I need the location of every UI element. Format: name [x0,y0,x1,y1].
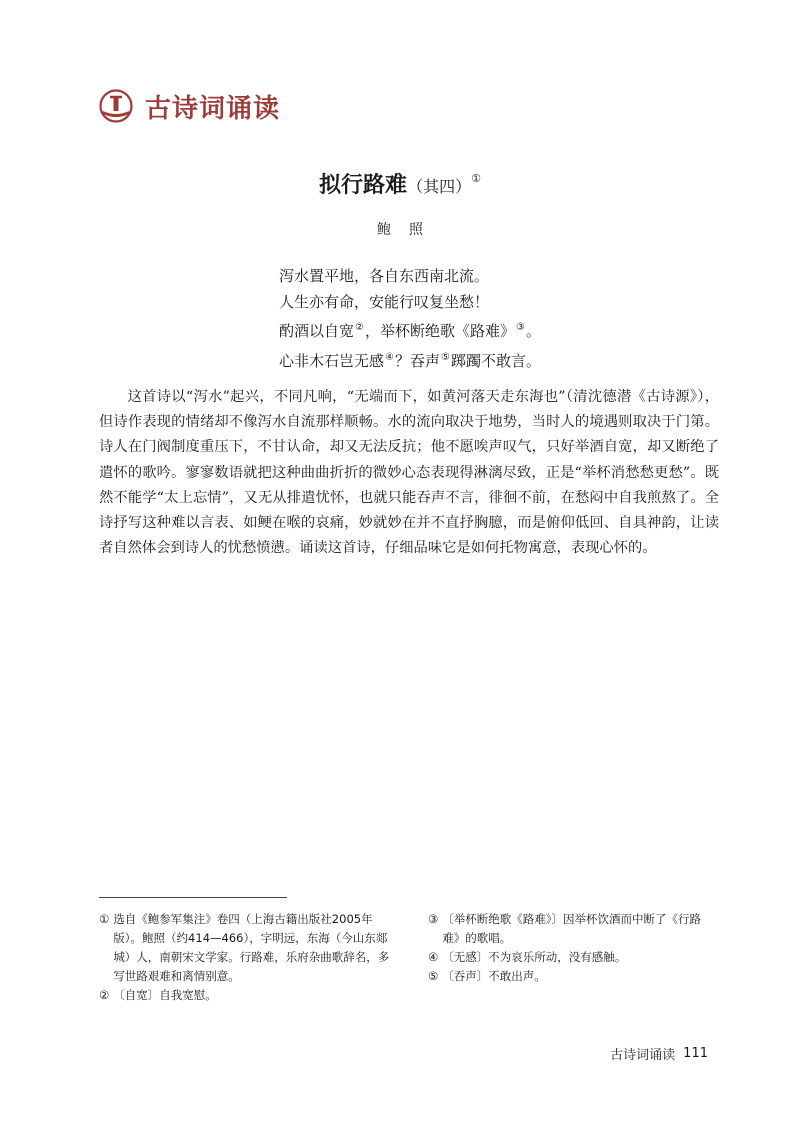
poem-line-3 [279,315,541,345]
poem-line-text: 。 [525,322,541,340]
poem-line-text: 心非木石岂无感 [279,351,385,370]
poem-subtitle: （其四） [407,177,472,196]
poem-title-text: 拟行路难 [319,173,408,198]
footnote-text: 选自《鲍参军集注》卷四（上海古籍出版社2005年版）。鲍照（约414—466），字明远，东海（今山东郯城）人，南朝宋文学家。行路难，乐府杂曲歌辞名，多写世路艰难和离情别意。 [113,912,390,983]
poem-line-1 [279,264,541,290]
footnote-text: 〔吞声〕不敢出声。 [442,969,546,983]
footnote-divider [99,897,287,898]
footnote-item [428,910,718,948]
poem-line-text: ，举杯断绝歌《路难》 [364,322,515,340]
footnote-ref-1[interactable]: ① [471,172,481,185]
footnote-ref-4[interactable]: ④ [385,351,394,363]
footnote-item [99,986,399,1005]
poem-line-text: 酌酒以自宽 [279,322,355,340]
footnote-ref-3[interactable]: ③ [516,322,525,333]
poem-line-text: 踯躅不敢言。 [450,351,541,370]
poem-title [0,168,800,199]
section-header [99,84,280,128]
poem-line-text: 人生亦有命，安能行叹复坐愁！ [279,292,490,311]
footer-section-label: 古诗词诵读 [610,1048,676,1063]
footnote-number: ⑤ [428,969,439,983]
footnote-ref-2[interactable]: ② [355,322,364,333]
poem-body [279,264,541,374]
poem-author: 鲍照 [377,222,441,238]
page-number: 111 [683,1046,708,1061]
footnote-text: 〔自宽〕自我宽慰。 [113,988,217,1002]
circle-book-icon [99,89,133,123]
footnote-number: ③ [428,912,439,926]
footnote-item [428,948,718,967]
footnote-text: 〔无感〕不为哀乐所动，没有感触。 [442,950,627,964]
footnote-number: ② [99,988,110,1002]
footnote-item [428,967,718,986]
poem-line-text: ？吞声 [394,351,440,370]
footnote-ref-5[interactable]: ⑤ [441,351,450,363]
footnote-number: ① [99,912,110,926]
footnote-text: 〔举杯断绝歌《路难》〕因举杯饮酒而中断了《行路难》的歌唱。 [442,912,702,945]
poem-line-text: 泻水置平地，各自东西南北流。 [279,267,490,285]
poem-line-4 [279,345,541,375]
footnote-number: ④ [428,950,439,964]
footnotes-left-column [99,910,399,1005]
section-title: 古诗词诵读 [145,93,281,124]
footnotes-right-column [428,910,718,986]
commentary-paragraph: 这首诗以“泻水”起兴，不同凡响，“无端而下，如黄河落天走东海也”（清沈德潜《古诗源》），但诗作表现的情绪却不像泻水自流那样顺畅。水的流向取决于地势，当时人的境遇则取决于门第。诗人在门阀制度重压下，不甘认命，却又无法反抗；他不愿唉声叹气，只好举酒自宽，却又断绝了遣怀的歌吟。寥寥数语就把这种曲曲折折的微妙心态表现得淋漓尽致，正是“举杯消愁愁更愁”。既然不能学“太上忘情”，又无从排遣忧怀，也就只能吞声不言，徘徊不前，在愁闷中自我煎熬了。全诗抒写这种难以言表、如鲠在喉的哀痛，妙就妙在并不直抒胸臆，而是俯仰低回、自具神韵，让读者自然体会到诗人的忧愁愤懑。诵读这首诗，仔细品味它是如何托物寓意，表现心怀的。 [99,389,719,557]
page-footer [610,1044,708,1063]
poem-line-2 [279,290,541,316]
footnote-item [99,910,399,986]
